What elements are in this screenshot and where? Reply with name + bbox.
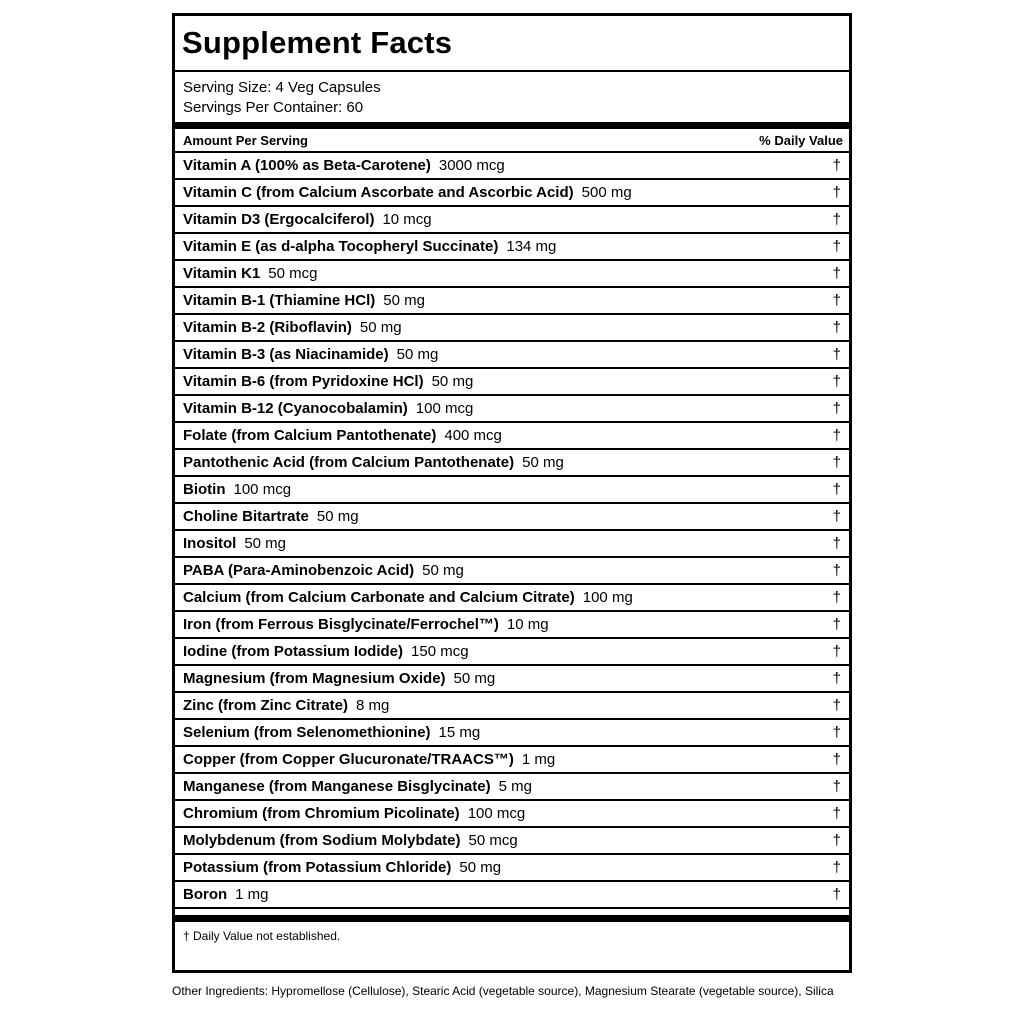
daily-value-dagger: †: [832, 319, 841, 336]
daily-value-dagger: †: [832, 346, 841, 363]
nutrient-row: [175, 180, 849, 207]
daily-value-dagger: †: [832, 427, 841, 444]
supplement-facts-panel: [172, 13, 852, 973]
nutrient-amount: 50 mcg: [268, 265, 318, 282]
nutrient-label: [183, 886, 269, 903]
daily-value-dagger: †: [832, 238, 841, 255]
nutrient-name: Vitamin B-6 (from Pyridoxine HCl): [183, 373, 424, 390]
nutrient-name: Molybdenum (from Sodium Molybdate): [183, 832, 461, 849]
other-ingredients: Other Ingredients: Hypromellose (Cellulose), Stearic Acid (vegetable source), Magnesium Stearate (vegetable source), Silica: [172, 984, 834, 998]
nutrient-amount: 1 mg: [235, 886, 269, 903]
nutrient-amount: 134 mg: [506, 238, 557, 255]
nutrient-amount: 100 mg: [582, 589, 633, 606]
nutrient-label: [183, 859, 501, 876]
nutrient-name: Copper (from Copper Glucuronate/TRAACS™): [183, 751, 514, 768]
daily-value-dagger: †: [832, 724, 841, 741]
nutrient-row: [175, 288, 849, 315]
nutrient-row: [175, 342, 849, 369]
nutrient-name: PABA (Para-Aminobenzoic Acid): [183, 562, 415, 579]
daily-value-dagger: †: [832, 670, 841, 687]
nutrient-row: [175, 828, 849, 855]
nutrient-row: [175, 558, 849, 585]
daily-value-dagger: †: [832, 562, 841, 579]
nutrient-row: [175, 477, 849, 504]
nutrient-amount: 8 mg: [356, 697, 390, 714]
daily-value-dagger: †: [832, 373, 841, 390]
daily-value-dagger: †: [832, 508, 841, 525]
nutrient-label: [183, 832, 518, 849]
nutrient-amount: 10 mg: [506, 616, 549, 633]
nutrient-amount: 50 mg: [316, 508, 359, 525]
nutrient-name: Vitamin B-12 (Cyanocobalamin): [183, 400, 408, 417]
amount-per-serving-label: Amount Per Serving: [183, 132, 308, 148]
nutrient-label: [183, 211, 432, 228]
nutrient-name: Manganese (from Manganese Bisglycinate): [183, 778, 491, 795]
nutrient-name: Vitamin C (from Calcium Ascorbate and Ascorbic Acid): [183, 184, 574, 201]
nutrient-label: [183, 427, 502, 444]
nutrient-row: [175, 315, 849, 342]
table-header: [175, 129, 849, 153]
nutrient-name: Selenium (from Selenomethionine): [183, 724, 431, 741]
nutrient-row: [175, 369, 849, 396]
nutrient-amount: 15 mg: [438, 724, 481, 741]
daily-value-dagger: †: [832, 211, 841, 228]
nutrient-name: Boron: [183, 886, 228, 903]
nutrient-label: [183, 805, 525, 822]
nutrient-amount: 50 mg: [359, 319, 402, 336]
nutrient-label: [183, 454, 564, 471]
daily-value-dagger: †: [832, 805, 841, 822]
nutrient-name: Vitamin B-1 (Thiamine HCl): [183, 292, 376, 309]
nutrient-row: [175, 423, 849, 450]
nutrient-name: Choline Bitartrate: [183, 508, 309, 525]
nutrient-label: [183, 265, 317, 282]
daily-value-dagger: †: [832, 157, 841, 174]
nutrient-name: Chromium (from Chromium Picolinate): [183, 805, 460, 822]
daily-value-dagger: †: [832, 265, 841, 282]
daily-value-dagger: †: [832, 535, 841, 552]
panel-title: Supplement Facts: [175, 16, 849, 72]
nutrient-label: [183, 535, 286, 552]
nutrient-row: [175, 504, 849, 531]
nutrient-label: [183, 616, 549, 633]
nutrient-label: [183, 670, 495, 687]
nutrient-name: Magnesium (from Magnesium Oxide): [183, 670, 446, 687]
nutrient-label: [183, 319, 402, 336]
nutrient-row: [175, 774, 849, 801]
nutrient-amount: 50 mg: [453, 670, 496, 687]
nutrient-label: [183, 778, 532, 795]
nutrient-amount: 50 mcg: [468, 832, 518, 849]
nutrient-amount: 50 mg: [396, 346, 439, 363]
serving-info: [175, 72, 849, 122]
daily-value-dagger: †: [832, 292, 841, 309]
daily-value-dagger: †: [832, 616, 841, 633]
daily-value-dagger: †: [832, 454, 841, 471]
nutrient-name: Vitamin E (as d-alpha Tocopheryl Succinate): [183, 238, 499, 255]
nutrient-row: [175, 396, 849, 423]
nutrient-label: [183, 292, 425, 309]
nutrient-amount: 1 mg: [521, 751, 556, 768]
nutrient-name: Inositol: [183, 535, 237, 552]
daily-value-dagger: †: [832, 751, 841, 768]
nutrient-row: [175, 882, 849, 909]
nutrient-row: [175, 855, 849, 882]
nutrient-label: [183, 643, 469, 660]
nutrient-row: [175, 720, 849, 747]
nutrient-row: [175, 153, 849, 180]
daily-value-dagger: †: [832, 886, 841, 903]
nutrient-label: [183, 373, 473, 390]
nutrient-label: [183, 184, 632, 201]
thick-divider-bottom: [175, 915, 849, 922]
nutrient-name: Iodine (from Potassium Iodide): [183, 643, 404, 660]
nutrient-amount: 50 mg: [244, 535, 287, 552]
nutrient-row: [175, 531, 849, 558]
nutrient-name: Vitamin A (100% as Beta-Carotene): [183, 157, 431, 174]
nutrient-amount: 50 mg: [459, 859, 502, 876]
nutrient-row: [175, 666, 849, 693]
nutrient-amount: 50 mg: [431, 373, 474, 390]
nutrient-row: [175, 801, 849, 828]
daily-value-dagger: †: [832, 859, 841, 876]
nutrient-amount: 150 mcg: [411, 643, 469, 660]
nutrient-label: [183, 481, 291, 498]
nutrient-amount: 100 mcg: [415, 400, 474, 417]
nutrient-row: [175, 207, 849, 234]
daily-value-dagger: †: [832, 481, 841, 498]
daily-value-label: % Daily Value: [759, 132, 843, 148]
serving-size: Serving Size: 4 Veg Capsules: [183, 79, 381, 96]
daily-value-dagger: †: [832, 697, 841, 714]
thick-divider-top: [175, 122, 849, 129]
nutrient-amount: 3000 mcg: [438, 157, 505, 174]
nutrient-row: [175, 693, 849, 720]
nutrient-name: Zinc (from Zinc Citrate): [183, 697, 349, 714]
nutrient-name: Vitamin K1: [183, 265, 261, 282]
nutrient-amount: 5 mg: [498, 778, 532, 795]
nutrient-label: [183, 724, 480, 741]
nutrient-label: [183, 751, 555, 768]
daily-value-dagger: †: [832, 400, 841, 417]
nutrient-name: Calcium (from Calcium Carbonate and Calcium Citrate): [183, 589, 575, 606]
nutrient-amount: 50 mg: [522, 454, 564, 471]
nutrient-row: [175, 261, 849, 288]
daily-value-dagger: †: [832, 643, 841, 660]
daily-value-dagger: †: [832, 184, 841, 201]
nutrient-amount: 100 mcg: [467, 805, 526, 822]
nutrient-label: [183, 157, 505, 174]
daily-value-dagger: †: [832, 832, 841, 849]
nutrient-row: [175, 234, 849, 261]
nutrient-label: [183, 697, 389, 714]
footnote: † Daily Value not established.: [183, 929, 341, 943]
nutrient-row: [175, 585, 849, 612]
nutrient-amount: 10 mcg: [382, 211, 432, 228]
daily-value-dagger: †: [832, 589, 841, 606]
nutrient-label: [183, 508, 359, 525]
nutrient-amount: 400 mcg: [444, 427, 502, 444]
nutrient-name: Potassium (from Potassium Chloride): [183, 859, 452, 876]
nutrient-name: Biotin: [183, 481, 226, 498]
nutrient-name: Folate (from Calcium Pantothenate): [183, 427, 437, 444]
nutrient-amount: 100 mcg: [233, 481, 292, 498]
nutrient-amount: 50 mg: [422, 562, 464, 579]
nutrient-label: [183, 400, 473, 417]
nutrient-label: [183, 238, 556, 255]
nutrient-row: [175, 747, 849, 774]
nutrient-name: Iron (from Ferrous Bisglycinate/Ferrochel™): [183, 616, 499, 633]
nutrient-row: [175, 639, 849, 666]
nutrient-amount: 500 mg: [581, 184, 632, 201]
nutrient-label: [183, 346, 438, 363]
nutrient-name: Vitamin D3 (Ergocalciferol): [183, 211, 375, 228]
nutrient-amount: 50 mg: [383, 292, 425, 309]
nutrient-label: [183, 562, 464, 579]
nutrient-name: Vitamin B-2 (Riboflavin): [183, 319, 352, 336]
nutrient-row: [175, 450, 849, 477]
nutrient-row: [175, 612, 849, 639]
nutrient-name: Pantothenic Acid (from Calcium Pantothenate): [183, 454, 515, 471]
nutrient-name: Vitamin B-3 (as Niacinamide): [183, 346, 389, 363]
daily-value-dagger: †: [832, 778, 841, 795]
nutrient-rows: [175, 153, 849, 909]
servings-per-container: Servings Per Container: 60: [183, 99, 364, 116]
nutrient-label: [183, 589, 633, 606]
